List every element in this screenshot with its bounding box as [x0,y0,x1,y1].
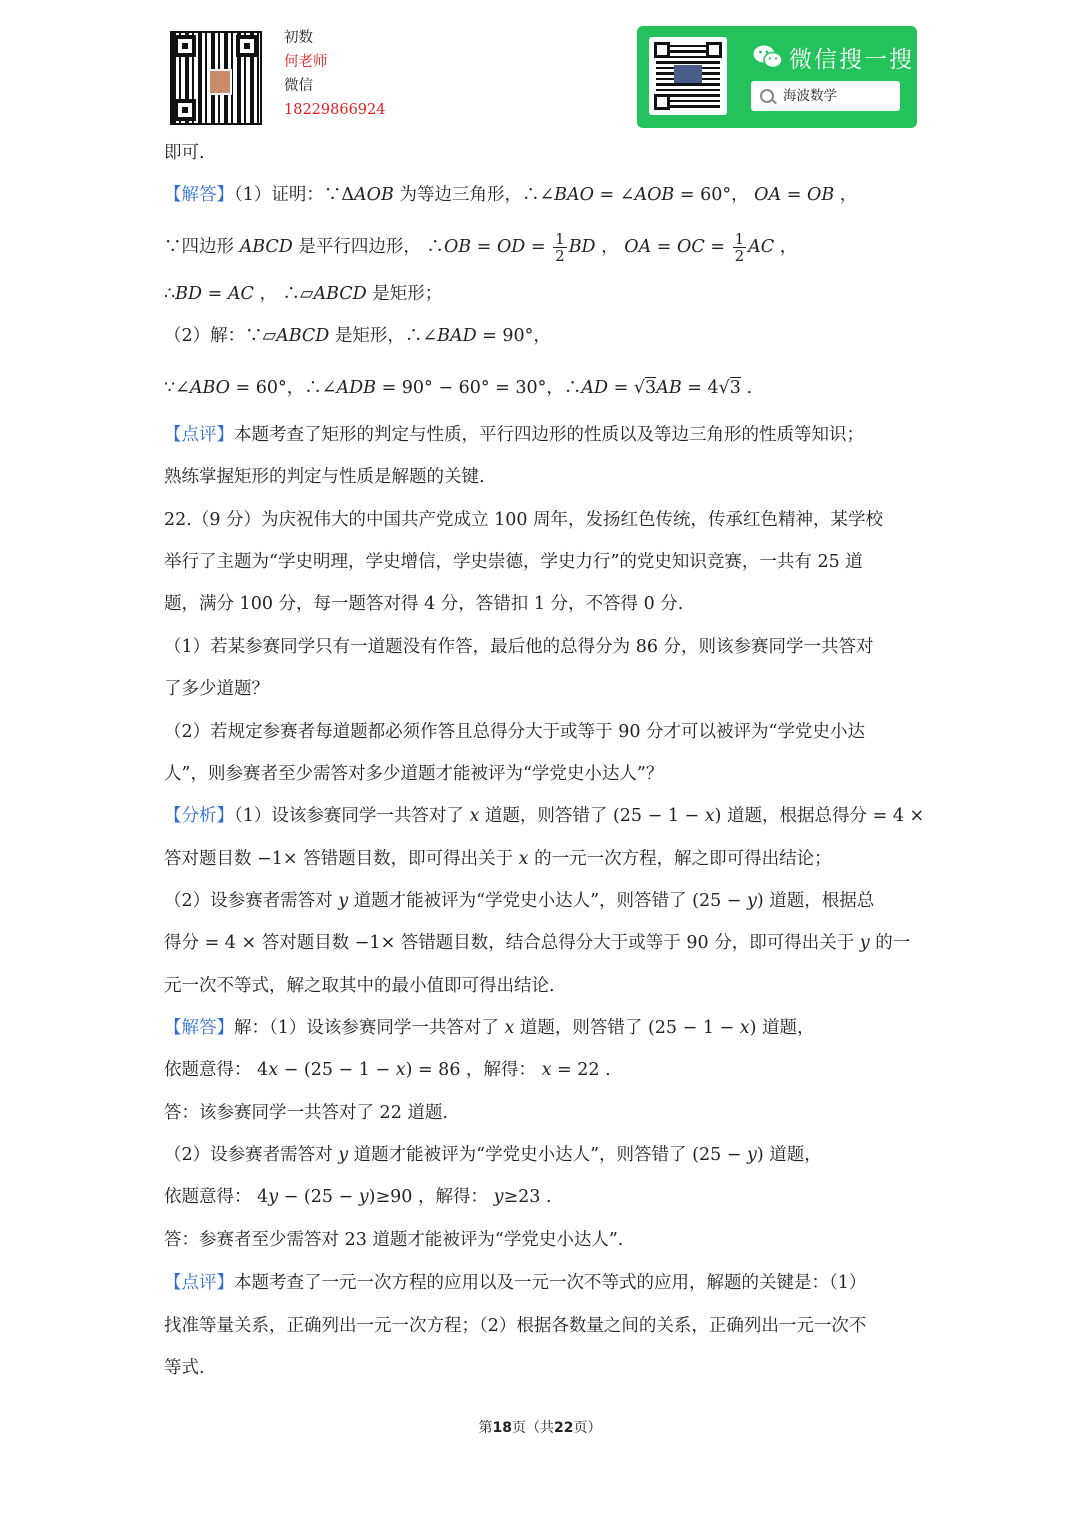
text-line: 等式. [164,1358,205,1378]
text-line: 举行了主题为“学史明理，学史增信，学史崇德，学史力行”的党史知识竞赛，一共有 25 道 [164,552,863,572]
text-line: 得分 = 4 × 答对题目数 −1× 答错题目数，结合总得分大于或等于 90 分，即可得出关于 y 的一 [164,933,911,953]
wechat-label: 微信 [284,78,313,94]
text-line: 依题意得： 4x − (25 − 1 − x) = 86 ，解得： x = 22 . [164,1060,611,1080]
text-line: ∴BD = AC ， ∴▱ABCD 是矩形； [164,284,443,304]
text-line: 依题意得： 4y − (25 − y)≥90 ，解得： y≥23 . [164,1187,552,1207]
text-line: 即可. [164,143,205,163]
text-line: （2）解：∵▱ABCD 是矩形，∴∠BAD = 90°， [164,326,551,346]
text-line: （2）若规定参赛者每道题都必须作答且总得分大于或等于 90 分才可以被评为“学党史小达 [164,722,865,742]
avatar [208,69,232,95]
page-footer: 第18页（共22页） [478,1420,602,1436]
text-line: 熟练掌握矩形的判定与性质是解题的关键. [164,467,485,487]
teacher-contact [284,26,385,122]
search-icon [760,89,774,103]
text-line: 【点评】本题考查了一元一次方程的应用以及一元一次不等式的应用，解题的关键是：（1） [164,1273,867,1293]
teacher-subject: 初数 [284,30,313,46]
text-line: 【点评】本题考查了矩形的判定与性质，平行四边形的性质以及等边三角形的性质等知识； [164,425,864,445]
wechat-search-card[interactable] [637,26,917,128]
page-number: 18 [492,1420,512,1436]
text-line: 【解答】解：（1）设该参赛同学一共答对了 x 道题，则答错了 (25 − 1 − x) 道题， [164,1018,815,1038]
text-line: 【分析】（1）设该参赛同学一共答对了 x 道题，则答错了 (25 − 1 − x) 道题，根据总得分 = 4 × [164,806,925,826]
text-line: 了多少道题？ [164,679,269,699]
wechat-search-title: 微信搜一搜 [789,47,914,73]
text-line: 答对题目数 −1× 答错题目数，即可得出关于 x 的一元一次方程，解之即可得出结论； [164,849,832,869]
text-line: （2）设参赛者需答对 y 道题才能被评为“学党史小达人”，则答错了 (25 − y) 道题，根据总 [164,891,875,911]
text-line: 【解答】（1）证明：∵ΔAOB 为等边三角形，∴∠BAO = ∠AOB = 60°， OA = OB ， [164,185,858,205]
wechat-qr-code [649,37,727,115]
text-line: ∵四边形 ABCD 是平行四边形， ∴OB = OD = $\frac{1}{2}$ BD ， OA = OC = $\frac{1}{2}$ AC ， [164,230,798,265]
wechat-search-box[interactable] [751,81,900,111]
text-line: ∵∠ABO = 60°，∴∠ADB = 90° − 60° = 30°，∴AD = √3AB = 4√3 . [164,378,753,398]
text-line: 找准等量关系，正确列出一元一次方程；（2）根据各数量之间的关系，正确列出一元一次不 [164,1316,867,1336]
search-term: 海波数学 [783,88,837,104]
text-line: （1）若某参赛同学只有一道题没有作答，最后他的总得分为 86 分，则该参赛同学一共答对 [164,637,874,657]
text-line: 题，满分 100 分，每一题答对得 4 分，答错扣 1 分，不答得 0 分. [164,594,684,614]
text-line: 答：该参赛同学一共答对了 22 道题. [164,1103,448,1123]
wechat-icon [753,44,783,70]
text-line: 元一次不等式，解之取其中的最小值即可得出结论. [164,976,555,996]
total-pages: 22 [554,1420,574,1436]
text-line: 人”，则参赛者至少需答对多少道题才能被评为“学党史小达人”？ [164,764,664,784]
text-line: 22.（9 分）为庆祝伟大的中国共产党成立 100 周年，发扬红色传统，传承红色精神，某学校 [164,510,884,530]
teacher-name: 何老师 [284,54,328,70]
phone-number: 18229866924 [284,102,386,118]
text-line: 答：参赛者至少需答对 23 道题才能被评为“学党史小达人”. [164,1230,624,1250]
teacher-qr-code [170,31,262,125]
text-line: （2）设参赛者需答对 y 道题才能被评为“学党史小达人”，则答错了 (25 − y) 道题， [164,1145,822,1165]
